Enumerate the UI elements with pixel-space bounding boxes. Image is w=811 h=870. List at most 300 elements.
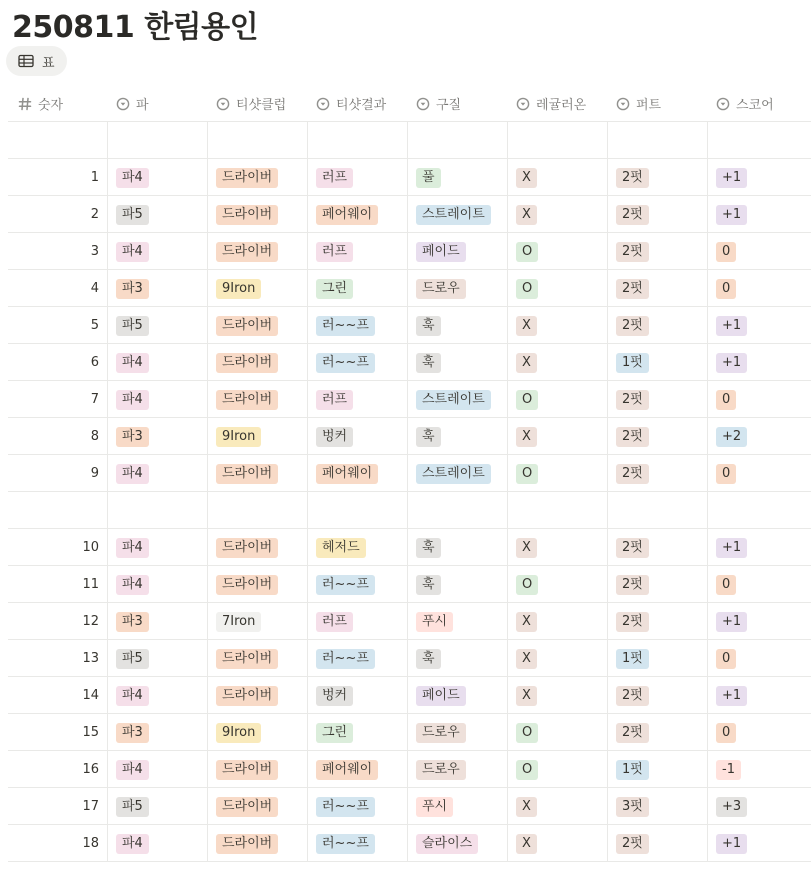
cell-regulation[interactable] bbox=[508, 270, 608, 307]
cell-putt[interactable] bbox=[608, 492, 708, 529]
cell-result[interactable] bbox=[308, 529, 408, 566]
score-tag: +1 bbox=[716, 168, 747, 188]
score-tag: 0 bbox=[716, 279, 736, 299]
cell-regulation[interactable] bbox=[508, 233, 608, 270]
cell-num[interactable]: 12 bbox=[8, 603, 108, 640]
cell-num[interactable]: 17 bbox=[8, 788, 108, 825]
cell-par[interactable] bbox=[108, 788, 208, 825]
cell-score[interactable] bbox=[708, 788, 811, 825]
par-tag: 파3 bbox=[116, 427, 149, 447]
table-row[interactable] bbox=[8, 307, 811, 344]
cell-putt[interactable] bbox=[608, 418, 708, 455]
shape-tag: 풀 bbox=[416, 168, 441, 188]
column-header-label: 구질 bbox=[436, 98, 462, 113]
regulation-tag: X bbox=[516, 797, 537, 817]
putt-tag: 2펏 bbox=[616, 168, 649, 188]
cell-club[interactable] bbox=[208, 307, 308, 344]
score-tag: +1 bbox=[716, 538, 747, 558]
regulation-tag: X bbox=[516, 353, 537, 373]
cell-result[interactable] bbox=[308, 344, 408, 381]
regulation-tag: O bbox=[516, 723, 538, 743]
cell-putt[interactable] bbox=[608, 603, 708, 640]
column-header-regulation[interactable] bbox=[508, 85, 608, 122]
club-tag: 드라이버 bbox=[216, 834, 278, 854]
cell-score[interactable] bbox=[708, 677, 811, 714]
cell-shape[interactable] bbox=[408, 788, 508, 825]
cell-score[interactable] bbox=[708, 751, 811, 788]
cell-putt[interactable] bbox=[608, 566, 708, 603]
cell-par[interactable] bbox=[108, 196, 208, 233]
cell-club[interactable] bbox=[208, 751, 308, 788]
cell-score[interactable] bbox=[708, 529, 811, 566]
cell-result[interactable] bbox=[308, 640, 408, 677]
table-row-empty[interactable] bbox=[8, 122, 811, 159]
table-row[interactable] bbox=[8, 270, 811, 307]
club-tag: 드라이버 bbox=[216, 575, 278, 595]
cell-result[interactable] bbox=[308, 566, 408, 603]
cell-shape[interactable] bbox=[408, 825, 508, 862]
cell-score[interactable] bbox=[708, 566, 811, 603]
cell-regulation[interactable] bbox=[508, 640, 608, 677]
cell-regulation[interactable] bbox=[508, 603, 608, 640]
table-row[interactable] bbox=[8, 566, 811, 603]
table-row[interactable] bbox=[8, 751, 811, 788]
cell-regulation[interactable] bbox=[508, 159, 608, 196]
cell-score[interactable] bbox=[708, 233, 811, 270]
cell-num[interactable]: 16 bbox=[8, 751, 108, 788]
club-tag: 드라이버 bbox=[216, 353, 278, 373]
cell-club[interactable] bbox=[208, 455, 308, 492]
cell-putt[interactable] bbox=[608, 714, 708, 751]
club-tag: 드라이버 bbox=[216, 168, 278, 188]
shape-tag: 페이드 bbox=[416, 686, 466, 706]
cell-regulation[interactable] bbox=[508, 529, 608, 566]
shape-tag: 페이드 bbox=[416, 242, 466, 262]
cell-putt[interactable] bbox=[608, 455, 708, 492]
club-tag: 드라이버 bbox=[216, 464, 278, 484]
score-tag: 0 bbox=[716, 723, 736, 743]
column-header-shape[interactable] bbox=[408, 85, 508, 122]
par-tag: 파4 bbox=[116, 390, 149, 410]
club-tag: 드라이버 bbox=[216, 538, 278, 558]
table-row[interactable] bbox=[8, 529, 811, 566]
cell-result[interactable] bbox=[308, 603, 408, 640]
cell-num[interactable]: 4 bbox=[8, 270, 108, 307]
shape-tag: 훅 bbox=[416, 427, 441, 447]
cell-club[interactable] bbox=[208, 677, 308, 714]
cell-putt[interactable] bbox=[608, 381, 708, 418]
table-icon bbox=[18, 54, 34, 68]
column-header-par[interactable] bbox=[108, 85, 208, 122]
table-body bbox=[8, 122, 811, 862]
column-header-score[interactable] bbox=[708, 85, 811, 122]
result-tag: 러~~프 bbox=[316, 649, 375, 669]
cell-regulation[interactable] bbox=[508, 566, 608, 603]
club-tag: 드라이버 bbox=[216, 797, 278, 817]
cell-score[interactable] bbox=[708, 492, 811, 529]
cell-result[interactable] bbox=[308, 825, 408, 862]
cell-regulation[interactable] bbox=[508, 825, 608, 862]
putt-tag: 2펏 bbox=[616, 612, 649, 632]
cell-club[interactable] bbox=[208, 529, 308, 566]
cell-num[interactable]: 1 bbox=[8, 159, 108, 196]
cell-score[interactable] bbox=[708, 455, 811, 492]
cell-putt[interactable] bbox=[608, 344, 708, 381]
putt-tag: 2펏 bbox=[616, 316, 649, 336]
cell-regulation[interactable] bbox=[508, 344, 608, 381]
club-tag: 9Iron bbox=[216, 427, 261, 447]
cell-num[interactable]: 15 bbox=[8, 714, 108, 751]
cell-par[interactable] bbox=[108, 529, 208, 566]
hash-icon bbox=[18, 97, 32, 111]
cell-regulation[interactable] bbox=[508, 788, 608, 825]
cell-putt[interactable] bbox=[608, 159, 708, 196]
cell-club[interactable] bbox=[208, 122, 308, 159]
score-tag: +1 bbox=[716, 205, 747, 225]
putt-tag: 2펏 bbox=[616, 723, 649, 743]
score-tag: 0 bbox=[716, 242, 736, 262]
cell-club[interactable] bbox=[208, 418, 308, 455]
result-tag: 페어웨이 bbox=[316, 464, 378, 484]
column-header-putt[interactable] bbox=[608, 85, 708, 122]
cell-num[interactable]: 3 bbox=[8, 233, 108, 270]
cell-result[interactable] bbox=[308, 233, 408, 270]
cell-num[interactable]: 7 bbox=[8, 381, 108, 418]
cell-par[interactable] bbox=[108, 381, 208, 418]
table-row[interactable] bbox=[8, 381, 811, 418]
cell-par[interactable] bbox=[108, 677, 208, 714]
par-tag: 파3 bbox=[116, 723, 149, 743]
shape-tag: 드로우 bbox=[416, 760, 466, 780]
cell-regulation[interactable] bbox=[508, 751, 608, 788]
cell-putt[interactable] bbox=[608, 788, 708, 825]
cell-club[interactable] bbox=[208, 825, 308, 862]
par-tag: 파5 bbox=[116, 205, 149, 225]
cell-score[interactable] bbox=[708, 825, 811, 862]
cell-par[interactable] bbox=[108, 603, 208, 640]
cell-shape[interactable] bbox=[408, 751, 508, 788]
cell-shape[interactable] bbox=[408, 677, 508, 714]
putt-tag: 1펏 bbox=[616, 649, 649, 669]
cell-par[interactable] bbox=[108, 418, 208, 455]
club-tag: 드라이버 bbox=[216, 686, 278, 706]
column-header-label: 티샷결과 bbox=[336, 98, 387, 113]
cell-result[interactable] bbox=[308, 307, 408, 344]
score-tag: 0 bbox=[716, 390, 736, 410]
cell-shape[interactable] bbox=[408, 492, 508, 529]
cell-shape[interactable] bbox=[408, 418, 508, 455]
score-tag: -1 bbox=[716, 760, 741, 780]
cell-num[interactable]: 13 bbox=[8, 640, 108, 677]
cell-club[interactable] bbox=[208, 788, 308, 825]
column-header-label: 레귤러온 bbox=[536, 98, 587, 113]
cell-shape[interactable] bbox=[408, 455, 508, 492]
cell-num[interactable] bbox=[8, 122, 108, 159]
cell-shape[interactable] bbox=[408, 307, 508, 344]
putt-tag: 2펏 bbox=[616, 686, 649, 706]
result-tag: 그린 bbox=[316, 279, 353, 299]
regulation-tag: X bbox=[516, 427, 537, 447]
cell-club[interactable] bbox=[208, 233, 308, 270]
cell-putt[interactable] bbox=[608, 233, 708, 270]
result-tag: 러~~프 bbox=[316, 834, 375, 854]
putt-tag: 2펏 bbox=[616, 464, 649, 484]
cell-putt[interactable] bbox=[608, 751, 708, 788]
cell-num[interactable]: 10 bbox=[8, 529, 108, 566]
column-header-label: 스코어 bbox=[736, 98, 774, 113]
cell-score[interactable] bbox=[708, 640, 811, 677]
cell-score[interactable] bbox=[708, 344, 811, 381]
cell-putt[interactable] bbox=[608, 307, 708, 344]
shape-tag: 훅 bbox=[416, 316, 441, 336]
club-tag: 드라이버 bbox=[216, 205, 278, 225]
cell-par[interactable] bbox=[108, 751, 208, 788]
shape-tag: 슬라이스 bbox=[416, 834, 478, 854]
cell-club[interactable] bbox=[208, 603, 308, 640]
score-tag: +2 bbox=[716, 427, 747, 447]
result-tag: 헤저드 bbox=[316, 538, 366, 558]
cell-putt[interactable] bbox=[608, 677, 708, 714]
cell-shape[interactable] bbox=[408, 196, 508, 233]
shape-tag: 훅 bbox=[416, 353, 441, 373]
regulation-tag: O bbox=[516, 390, 538, 410]
cell-par[interactable] bbox=[108, 233, 208, 270]
result-tag: 페어웨이 bbox=[316, 760, 378, 780]
cell-score[interactable] bbox=[708, 418, 811, 455]
column-header-result[interactable] bbox=[308, 85, 408, 122]
cell-par[interactable] bbox=[108, 566, 208, 603]
cell-club[interactable] bbox=[208, 640, 308, 677]
cell-putt[interactable] bbox=[608, 529, 708, 566]
par-tag: 파5 bbox=[116, 649, 149, 669]
cell-shape[interactable] bbox=[408, 603, 508, 640]
cell-club[interactable] bbox=[208, 344, 308, 381]
cell-putt[interactable] bbox=[608, 270, 708, 307]
page-title: 250811 한림용인 bbox=[12, 10, 259, 45]
cell-club[interactable] bbox=[208, 566, 308, 603]
cell-result[interactable] bbox=[308, 159, 408, 196]
cell-shape[interactable] bbox=[408, 233, 508, 270]
cell-score[interactable] bbox=[708, 603, 811, 640]
table-row[interactable] bbox=[8, 825, 811, 862]
cell-num[interactable]: 5 bbox=[8, 307, 108, 344]
score-tag: 0 bbox=[716, 575, 736, 595]
cell-shape[interactable] bbox=[408, 270, 508, 307]
cell-par[interactable] bbox=[108, 159, 208, 196]
cell-par[interactable] bbox=[108, 640, 208, 677]
cell-shape[interactable] bbox=[408, 529, 508, 566]
cell-putt[interactable] bbox=[608, 640, 708, 677]
table-row[interactable] bbox=[8, 418, 811, 455]
table-row[interactable] bbox=[8, 788, 811, 825]
cell-regulation[interactable] bbox=[508, 677, 608, 714]
select-icon bbox=[116, 97, 130, 111]
shape-tag: 드로우 bbox=[416, 723, 466, 743]
cell-result[interactable] bbox=[308, 418, 408, 455]
shape-tag: 훅 bbox=[416, 649, 441, 669]
cell-regulation[interactable] bbox=[508, 196, 608, 233]
cell-par[interactable] bbox=[108, 825, 208, 862]
cell-score[interactable] bbox=[708, 270, 811, 307]
cell-result[interactable] bbox=[308, 788, 408, 825]
cell-score[interactable] bbox=[708, 159, 811, 196]
cell-par[interactable] bbox=[108, 455, 208, 492]
shape-tag: 스트레이트 bbox=[416, 464, 491, 484]
regulation-tag: O bbox=[516, 760, 538, 780]
shape-tag: 훅 bbox=[416, 538, 441, 558]
cell-par[interactable] bbox=[108, 270, 208, 307]
cell-shape[interactable] bbox=[408, 344, 508, 381]
result-tag: 러~~프 bbox=[316, 575, 375, 595]
table-row[interactable] bbox=[8, 603, 811, 640]
select-icon bbox=[616, 97, 630, 111]
score-tag: +1 bbox=[716, 686, 747, 706]
cell-score[interactable] bbox=[708, 122, 811, 159]
cell-result[interactable] bbox=[308, 196, 408, 233]
shape-tag: 푸시 bbox=[416, 797, 453, 817]
putt-tag: 2펏 bbox=[616, 390, 649, 410]
regulation-tag: X bbox=[516, 316, 537, 336]
cell-result[interactable] bbox=[308, 714, 408, 751]
cell-club[interactable] bbox=[208, 196, 308, 233]
cell-result[interactable] bbox=[308, 677, 408, 714]
putt-tag: 2펏 bbox=[616, 427, 649, 447]
column-header-label: 숫자 bbox=[38, 98, 64, 113]
club-tag: 드라이버 bbox=[216, 649, 278, 669]
cell-putt[interactable] bbox=[608, 825, 708, 862]
cell-shape[interactable] bbox=[408, 122, 508, 159]
cell-regulation[interactable] bbox=[508, 122, 608, 159]
cell-par[interactable] bbox=[108, 344, 208, 381]
par-tag: 파4 bbox=[116, 834, 149, 854]
table-row-empty[interactable] bbox=[8, 492, 811, 529]
table-row[interactable] bbox=[8, 677, 811, 714]
regulation-tag: X bbox=[516, 612, 537, 632]
putt-tag: 1펏 bbox=[616, 353, 649, 373]
table-row[interactable] bbox=[8, 196, 811, 233]
regulation-tag: X bbox=[516, 168, 537, 188]
cell-club[interactable] bbox=[208, 492, 308, 529]
table-row[interactable] bbox=[8, 159, 811, 196]
result-tag: 러~~프 bbox=[316, 316, 375, 336]
regulation-tag: O bbox=[516, 279, 538, 299]
cell-regulation[interactable] bbox=[508, 381, 608, 418]
table-row[interactable] bbox=[8, 344, 811, 381]
par-tag: 파4 bbox=[116, 538, 149, 558]
cell-shape[interactable] bbox=[408, 714, 508, 751]
result-tag: 벙커 bbox=[316, 686, 353, 706]
cell-num[interactable]: 14 bbox=[8, 677, 108, 714]
shape-tag: 스트레이트 bbox=[416, 205, 491, 225]
putt-tag: 2펏 bbox=[616, 205, 649, 225]
regulation-tag: O bbox=[516, 464, 538, 484]
cell-regulation[interactable] bbox=[508, 492, 608, 529]
regulation-tag: X bbox=[516, 205, 537, 225]
view-tab-table[interactable] bbox=[6, 46, 67, 76]
cell-putt[interactable] bbox=[608, 122, 708, 159]
cell-club[interactable] bbox=[208, 270, 308, 307]
score-tag: +3 bbox=[716, 797, 747, 817]
column-header-club[interactable] bbox=[208, 85, 308, 122]
cell-score[interactable] bbox=[708, 381, 811, 418]
cell-score[interactable] bbox=[708, 196, 811, 233]
cell-shape[interactable] bbox=[408, 381, 508, 418]
cell-num[interactable]: 8 bbox=[8, 418, 108, 455]
score-tag: 0 bbox=[716, 649, 736, 669]
table-row[interactable] bbox=[8, 714, 811, 751]
putt-tag: 2펏 bbox=[616, 575, 649, 595]
putt-tag: 2펏 bbox=[616, 834, 649, 854]
cell-num[interactable]: 11 bbox=[8, 566, 108, 603]
shape-tag: 푸시 bbox=[416, 612, 453, 632]
column-header-num[interactable] bbox=[8, 85, 108, 122]
cell-num[interactable]: 9 bbox=[8, 455, 108, 492]
cell-result[interactable] bbox=[308, 270, 408, 307]
cell-score[interactable] bbox=[708, 307, 811, 344]
cell-club[interactable] bbox=[208, 714, 308, 751]
cell-shape[interactable] bbox=[408, 159, 508, 196]
par-tag: 파4 bbox=[116, 242, 149, 262]
putt-tag: 2펏 bbox=[616, 279, 649, 299]
score-tag: +1 bbox=[716, 834, 747, 854]
cell-num[interactable]: 18 bbox=[8, 825, 108, 862]
par-tag: 파3 bbox=[116, 279, 149, 299]
putt-tag: 3펏 bbox=[616, 797, 649, 817]
cell-score[interactable] bbox=[708, 714, 811, 751]
club-tag: 드라이버 bbox=[216, 760, 278, 780]
par-tag: 파4 bbox=[116, 464, 149, 484]
cell-club[interactable] bbox=[208, 159, 308, 196]
cell-par[interactable] bbox=[108, 122, 208, 159]
par-tag: 파4 bbox=[116, 353, 149, 373]
cell-par[interactable] bbox=[108, 714, 208, 751]
cell-shape[interactable] bbox=[408, 640, 508, 677]
cell-result[interactable] bbox=[308, 492, 408, 529]
database-table bbox=[8, 85, 811, 862]
club-tag: 9Iron bbox=[216, 279, 261, 299]
table-row[interactable] bbox=[8, 640, 811, 677]
club-tag: 드라이버 bbox=[216, 242, 278, 262]
cell-num[interactable] bbox=[8, 492, 108, 529]
cell-regulation[interactable] bbox=[508, 307, 608, 344]
column-header-label: 티샷클럽 bbox=[236, 98, 287, 113]
cell-club[interactable] bbox=[208, 381, 308, 418]
result-tag: 러~~프 bbox=[316, 797, 375, 817]
cell-putt[interactable] bbox=[608, 196, 708, 233]
cell-regulation[interactable] bbox=[508, 418, 608, 455]
cell-result[interactable] bbox=[308, 381, 408, 418]
cell-shape[interactable] bbox=[408, 566, 508, 603]
cell-num[interactable]: 2 bbox=[8, 196, 108, 233]
cell-num[interactable]: 6 bbox=[8, 344, 108, 381]
cell-par[interactable] bbox=[108, 492, 208, 529]
select-icon bbox=[516, 97, 530, 111]
par-tag: 파4 bbox=[116, 575, 149, 595]
par-tag: 파4 bbox=[116, 760, 149, 780]
cell-result[interactable] bbox=[308, 751, 408, 788]
cell-par[interactable] bbox=[108, 307, 208, 344]
table-row[interactable] bbox=[8, 455, 811, 492]
result-tag: 페어웨이 bbox=[316, 205, 378, 225]
shape-tag: 스트레이트 bbox=[416, 390, 491, 410]
result-tag: 러프 bbox=[316, 168, 353, 188]
cell-regulation[interactable] bbox=[508, 714, 608, 751]
cell-result[interactable] bbox=[308, 455, 408, 492]
table-row[interactable] bbox=[8, 233, 811, 270]
cell-regulation[interactable] bbox=[508, 455, 608, 492]
cell-result[interactable] bbox=[308, 122, 408, 159]
view-tab-label: 표 bbox=[42, 55, 55, 71]
